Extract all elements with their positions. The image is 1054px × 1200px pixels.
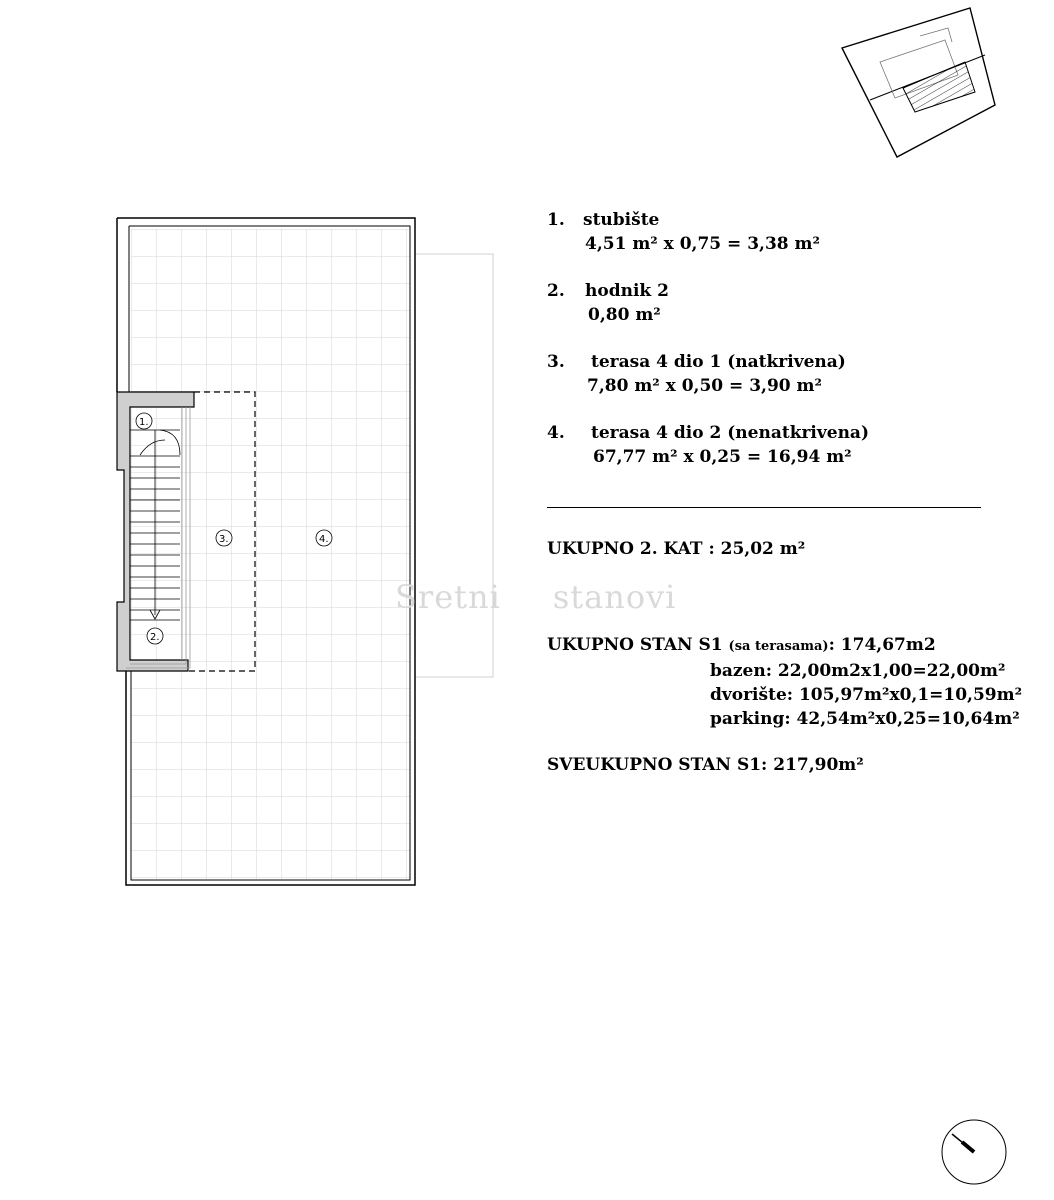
legend-item-calc: 67,77 m² x 0,25 = 16,94 m²: [593, 447, 852, 467]
legend-item-name: stubište: [583, 210, 660, 230]
apartment-total-label: UKUPNO STAN S1: [547, 635, 723, 655]
legend-item-name: terasa 4 dio 2 (nenatkrivena): [591, 423, 869, 443]
apartment-total-line: [547, 633, 1052, 659]
grand-total: SVEUKUPNO STAN S1: 217,90m²: [547, 755, 864, 775]
parking-area: parking: 42,54m²x0,25=10,64m²: [710, 709, 1020, 729]
apartment-total-note: (sa terasama): [728, 639, 829, 654]
legend-item-3: [547, 350, 1047, 398]
legend-item-1: [547, 208, 1047, 256]
yard-area: dvorište: 105,97m²x0,1=10,59m²: [710, 685, 1023, 705]
watermark-left: Sretni: [395, 578, 501, 616]
legend-divider: [547, 507, 981, 508]
watermark-right: stanovi: [552, 578, 677, 616]
legend-item-calc: 4,51 m² x 0,75 = 3,38 m²: [585, 234, 820, 254]
legend-item-number: 4.: [547, 423, 565, 443]
legend-item-number: 2.: [547, 281, 565, 301]
legend-item-name: terasa 4 dio 1 (natkrivena): [591, 352, 846, 372]
watermark: [395, 578, 676, 616]
legend-item-2: [547, 279, 1047, 327]
legend-item-number: 3.: [547, 352, 565, 372]
pool-area: bazen: 22,00m2x1,00=22,00m²: [710, 661, 1006, 681]
floor-total: UKUPNO 2. KAT : 25,02 m²: [547, 539, 806, 559]
terrace-grid: [131, 229, 410, 879]
legend-item-name: hodnik 2: [585, 281, 669, 301]
area-legend: [547, 208, 1047, 492]
north-arrow-icon: [942, 1120, 1006, 1184]
room-1-label: 1.: [139, 417, 149, 428]
legend-item-calc: 7,80 m² x 0,50 = 3,90 m²: [587, 376, 822, 396]
legend-item-number: 1.: [547, 210, 565, 230]
room-4-label: 4.: [319, 534, 329, 545]
room-2-label: 2.: [150, 632, 160, 643]
apartment-total: [547, 633, 1052, 731]
site-key-map: [842, 8, 995, 157]
legend-item-4: [547, 421, 1047, 469]
legend-item-calc: 0,80 m²: [588, 305, 661, 325]
apartment-total-value: : 174,67m2: [828, 635, 936, 655]
room-3-label: 3.: [219, 534, 229, 545]
